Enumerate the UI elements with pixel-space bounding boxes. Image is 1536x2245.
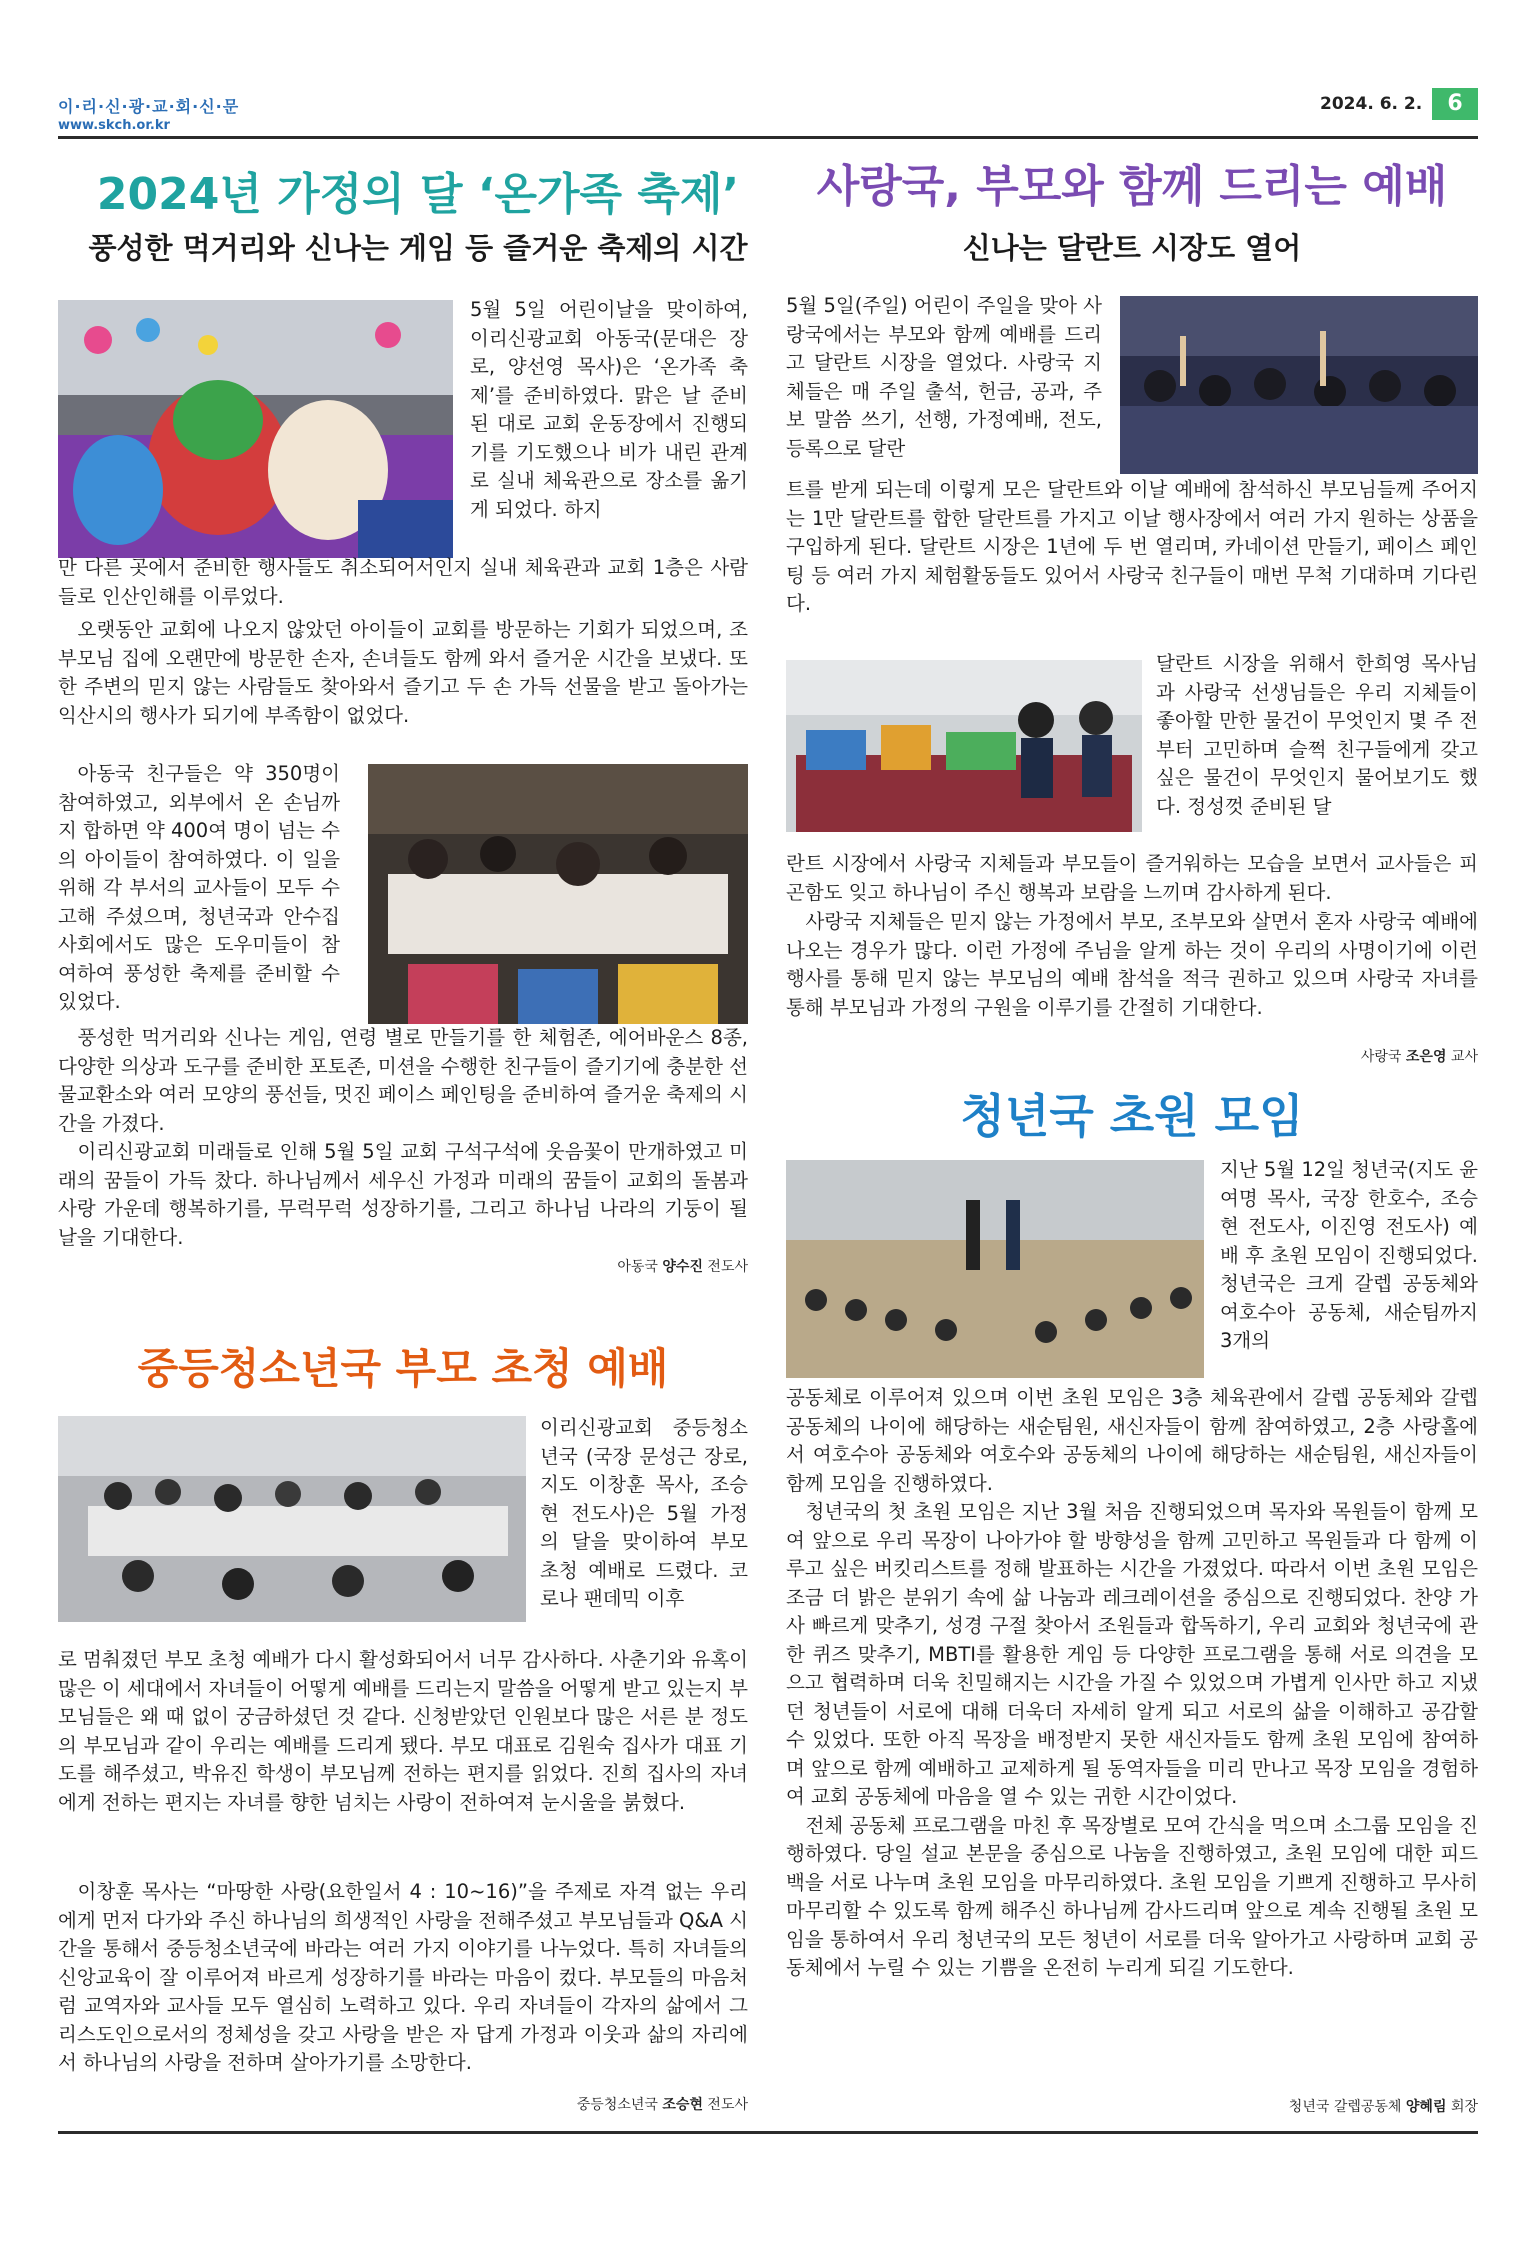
article1-byline — [460, 1256, 748, 1276]
article1-title: 2024년 가정의 달 ‘온가족 축제’ — [96, 169, 740, 220]
paper-url[interactable]: www.skch.or.kr — [58, 118, 170, 133]
article4-para3: 전체 공동체 프로그램을 마친 후 목장별로 모여 간식을 먹으며 소그룹 모임을 진행하였다. 당일 설교 본문을 중심으로 나눔을 진행하였고, 초원 모임에 대한 피드백을 서로 나누며 초원 모임을 마무리하였다. 초원 모임을 기쁘게 진행하고 무사히 마무리할 수 있도록 함께 해주신 하나님께 감사드리며 앞으로 계속 진행될 초원 모임을 통하여서 우리 청년국의 모든 청년이 서로를 더욱 알아가고 사랑하며 교회 공동체에서 누릴 수 있는 기쁨을 온전히 누리게 되길 기도한다. — [786, 1813, 1478, 1979]
article3-subtitle: 신나는 달란트 시장도 열어 — [962, 231, 1302, 265]
article1-para4: 풍성한 먹거리와 신나는 게임, 연령 별로 만들기를 한 체험존, 에어바운스 8종, 다양한 의상과 도구를 준비한 포토존, 미션을 수행한 친구들이 즐기기에 충분한 선물교환소와 여러 모양의 풍선들, 멋진 페이스 페인팅을 준비하여 즐거운 축제의 시간을 가졌다. — [58, 1026, 748, 1135]
article3-para3: 사랑국 지체들은 믿지 않는 가정에서 부모, 조부모와 살면서 혼자 사랑국 예배에 나오는 경우가 많다. 이런 가정에 주님을 알게 하는 것이 우리의 사명이기에 이런 행사를 통해 믿지 않는 부모님의 예배 참석을 적극 권하고 있으며 사랑국 자녀를 통해 부모님과 가정의 구원을 이루기를 간절히 기대한다. — [786, 910, 1478, 1019]
article2-byline-name: 조승현 — [662, 2097, 703, 2113]
craft-zone-photo — [368, 764, 748, 1024]
article3-byline-suffix: 교사 — [1450, 1049, 1478, 1065]
article4-byline-name: 양혜림 — [1405, 2099, 1447, 2115]
article2-para2: 이창훈 목사는 “마땅한 사랑(요한일서 4 : 10~16)”을 주제로 자격 없는 우리에게 먼저 다가와 주신 하나님의 희생적인 사랑을 전해주셨고 부모님들과 Q&A 시간을 통해서 중등청소년국에 바라는 여러 가지 이야기를 나누었다. 특히 자녀들의 신앙교육이 잘 이루어져 바르게 성장하기를 바라는 마음이 컸다. 부모들의 마음처럼 교역자와 교사들 모두 열심히 노력하고 있다. 우리 자녀들이 각자의 삶에서 그리스도인으로서의 정체성을 갖고 사랑을 받은 자 답게 가정과 이웃과 삶의 자리에서 하나님의 사랑을 전하며 살아가기를 소망한다. — [58, 1880, 748, 2074]
article1-para3: 아동국 친구들은 약 350명이 참여하였고, 외부에서 온 손님까지 합하면 약 400여 명이 넘는 수의 아이들이 참여하였다. 이 일을 위해 각 부서의 교사들이 모두 수고해 주셨으며, 청년국과 안수집사회에서도 많은 도우미들이 참여하여 풍성한 축제를 준비할 수 있었다. — [58, 762, 340, 1013]
paper-name: 이·리·신·광·교·회·신·문 — [58, 97, 240, 116]
article2-para1-wrap: 이리신광교회 중등청소년국 (국장 문성근 장로, 지도 이창훈 목사, 조승현 전도사)은 5월 가정의 달을 맞이하여 부모 초청 예배로 드렸다. 코로나 팬데믹 이후 — [540, 1416, 748, 1610]
article3-title: 사랑국, 부모와 함께 드리는 예배 — [816, 161, 1448, 212]
article2-byline — [460, 2094, 748, 2114]
article4-byline-prefix: 청년국 갈렙공동체 — [1288, 2099, 1402, 2115]
bottom-rule — [58, 2131, 1478, 2134]
article1-para1-wrap: 5월 5일 어린이날을 맞이하여, 이리신광교회 아동국(문대은 장로, 양선영 목사)은 ‘온가족 축제’를 준비하였다. 맑은 날 준비된 대로 교회 운동장에서 진행되기를 기도했으나 비가 내린 관계로 실내 체육관으로 장소를 옮기게 되었다. 하지 — [470, 298, 748, 521]
article1-byline-prefix: 아동국 — [617, 1259, 658, 1275]
top-rule — [58, 136, 1478, 139]
article2-byline-prefix: 중등청소년국 — [576, 2097, 658, 2113]
article1-para5: 이리신광교회 미래들로 인해 5월 5일 교회 구석구석에 웃음꽃이 만개하였고 미래의 꿈들이 가득 찼다. 하나님께서 세우신 가정과 미래의 꿈들이 교회의 돌봄과 사랑 가운데 행복하기를, 무럭무럭 성장하기를, 그리고 하나님 나라의 기둥이 될 날을 기대한다. — [58, 1140, 748, 1249]
article1-subtitle: 풍성한 먹거리와 신나는 게임 등 즐거운 축제의 시간 — [88, 231, 748, 265]
festival-gym-photo — [58, 300, 453, 558]
article2-byline-suffix: 전도사 — [707, 2097, 748, 2113]
article4-para2: 청년국의 첫 초원 모임은 지난 3월 처음 진행되었으며 목자와 목원들이 함께 모여 앞으로 우리 목장이 나아가야 할 방향성을 함께 고민하고 목원들과 다 함께 이루고 싶은 버킷리스트를 정해 발표하는 시간을 가졌었다. 따라서 이번 초원 모임은 조금 더 밝은 분위기 속에 삶 나눔과 레크레이션을 중심으로 진행되었다. 찬양 가사 빠르게 맞추기, 성경 구절 찾아서 조원들과 합독하기, 우리 교회와 청년국에 관한 퀴즈 맞추기, MBTI를 활용한 게임 등 다양한 프로그램을 통해 서로 의견을 모으고 협력하며 더욱 친밀해지는 시간을 가질 수 있었으며 가볍게 인사만 하고 지냈던 청년들이 서로에 대해 더욱더 자세히 알게 되고 서로의 삶을 이해하고 공감할 수 있었다. 또한 아직 목장을 배정받지 못한 새신자들도 함께 초원 모임에 참여하며 앞으로 함께 예배하고 교제하게 될 동역자들을 미리 만나고 목장 모임을 경험하여 교회 공동체에 마음을 열 수 있는 귀한 시간이었다. — [786, 1500, 1478, 1808]
article3-para1-full: 트를 받게 되는데 이렇게 모은 달란트와 이날 예배에 참석하신 부모님들께 주어지는 1만 달란트를 합한 달란트를 가지고 이날 행사장에서 여러 가지 원하는 상품을 구입하게 된다. 달란트 시장은 1년에 두 번 열리며, 카네이션 만들기, 페이스 페인팅 등 여러 가지 체험활동들도 있어서 사랑국 친구들이 매번 무척 기대하며 기다린다. — [786, 478, 1478, 615]
article3-para2-wrap: 달란트 시장을 위해서 한희영 목사님과 사랑국 선생님들은 우리 지체들이 좋아할 만한 물건이 무엇인지 몇 주 전부터 고민하며 슬쩍 친구들에게 갖고 싶은 물건이 무엇인지 물어보기도 했다. 정성껏 준비된 달 — [1156, 652, 1478, 818]
article1-byline-name: 양수진 — [662, 1259, 703, 1275]
article4-para1-full: 공동체로 이루어져 있으며 이번 초원 모임은 3층 체육관에서 갈렙 공동체와 갈렙 공동체의 나이에 해당하는 새순팀원, 새신자들이 함께 참여하였고, 2층 사랑홀에서 여호수아 공동체와 여호수와 공동체의 나이에 해당하는 새순팀원, 새신자들이 함께 모임을 진행하였다. — [786, 1386, 1478, 1495]
article4-para1-wrap: 지난 5월 12일 청년국(지도 윤여명 목사, 국장 한호수, 조승현 전도사, 이진영 전도사) 예배 후 초원 모임이 진행되었다. 청년국은 크게 갈렙 공동체와 여호수아 공동체, 새순팀까지 3개의 — [1220, 1158, 1478, 1352]
issue-date: 2024. 6. 2. — [1320, 94, 1423, 114]
article2-para1-full: 로 멈춰졌던 부모 초청 예배가 다시 활성화되어서 너무 감사하다. 사춘기와 유혹이 많은 이 세대에서 자녀들이 어떻게 예배를 드리는지 말씀을 어떻게 받고 있는지 부모님들은 왜 때 없이 궁금하셨던 것 같다. 신청받았던 인원보다 많은 서른 분 정도의 부모님과 같이 우리는 예배를 드리게 됐다. 부모 대표로 김원숙 집사가 대표 기도를 해주셨고, 박유진 학생이 부모님께 전하는 편지를 읽었다. 진희 집사의 자녀에게 전하는 편지는 자녀를 향한 넘치는 사랑이 전하여져 눈시울을 붉혔다. — [58, 1648, 748, 1814]
article3-byline-name: 조은영 — [1405, 1049, 1447, 1065]
article4-title: 청년국 초원 모임 — [960, 1089, 1304, 1143]
article2-title: 중등청소년국 부모 초청 예배 — [137, 1344, 669, 1393]
article1-byline-suffix: 전도사 — [707, 1259, 748, 1275]
article1-para1-full: 만 다른 곳에서 준비한 행사들도 취소되어서인지 실내 체육관과 교회 1층은 사람들로 인산인해를 이루었다. — [58, 556, 748, 608]
article3-para2-full: 란트 시장에서 사랑국 지체들과 부모들이 즐거워하는 모습을 보면서 교사들은 피곤함도 잊고 하나님이 주신 행복과 보람을 느끼며 감사하게 된다. — [786, 852, 1478, 904]
youth-meeting-photo — [786, 1160, 1204, 1378]
article1-para2: 오랫동안 교회에 나오지 않았던 아이들이 교회를 방문하는 기회가 되었으며, 조부모님 집에 오랜만에 방문한 손자, 손녀들도 함께 와서 즐거운 시간을 보냈다. 또한 주변의 믿지 않는 사람들도 찾아와서 즐기고 두 손 가득 선물을 받고 돌아가는 익산시의 행사가 되기에 부족함이 없었다. — [58, 618, 748, 727]
worship-service-photo — [1120, 296, 1478, 474]
article3-para1-wrap: 5월 5일(주일) 어린이 주일을 맞아 사랑국에서는 부모와 함께 예배를 드리고 달란트 시장을 열었다. 사랑국 지체들은 매 주일 출석, 헌금, 공과, 주보 말씀 쓰기, 선행, 가정예배, 전도, 등록으로 달란 — [786, 294, 1102, 460]
article3-byline — [1190, 1046, 1478, 1066]
article4-byline-suffix: 회장 — [1450, 2099, 1478, 2115]
talent-market-photo — [786, 660, 1142, 832]
parents-worship-photo — [58, 1416, 526, 1622]
page-number-badge: 6 — [1432, 88, 1478, 120]
article3-byline-prefix: 사랑국 — [1360, 1049, 1402, 1065]
article4-byline — [1160, 2096, 1478, 2116]
